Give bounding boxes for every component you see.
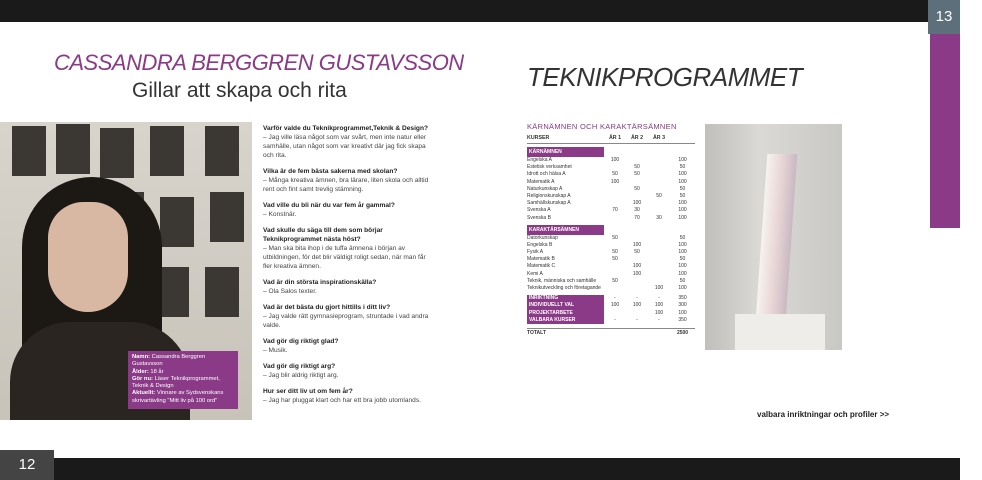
table-row: VALBARA KURSER - - - 350 (529, 316, 687, 323)
section-karnamnen: KÄRNÄMNEN (527, 147, 695, 157)
answer: – Musik. (263, 347, 288, 354)
total-row: TOTALT 2500 (527, 328, 695, 338)
bottom-bar (0, 458, 960, 480)
table-row: PROJEKTARBETE 100 100 (529, 309, 687, 316)
table-row: Engelska A 100 100 (527, 157, 687, 163)
page-number-left: 12 (0, 450, 54, 480)
table-row: Religionskunskap A 50 50 (527, 192, 686, 199)
table-row: INRIKTNING - - - 350 (529, 295, 687, 302)
course-table (527, 134, 695, 338)
table-row: Engelska B 100 100 (527, 241, 687, 248)
table-row: Fysik A 50 50 100 (527, 249, 687, 256)
answer: – Jag blir aldrig riktigt arg. (263, 372, 339, 379)
question: Vad är din största inspirationskälla? (263, 279, 377, 286)
profiles-link[interactable]: valbara inriktningar och profiler >> (757, 410, 890, 419)
table-row: Estetisk verksamhet 50 50 (527, 164, 686, 171)
table-row: INDIVIDUELLT VAL 100 100 100 300 (529, 302, 687, 309)
question: Vad skulle du säga till dem som börjar Teknikprogrammet nästa höst? (263, 227, 383, 243)
top-bar (0, 0, 960, 22)
question: Vad gör dig riktigt arg? (263, 363, 336, 370)
table-row: Datorkunskap 50 50 (527, 234, 686, 241)
question: Varför valde du Teknikprogrammet,Teknik & Design? (263, 125, 429, 132)
student-subtitle: Gillar att skapa och rita (132, 79, 347, 102)
table-row: Matematik A 100 100 (527, 178, 687, 185)
answer: – Konstnär. (263, 211, 297, 218)
table-header-row: KURSER ÅR 1 ÅR 2 ÅR 3 (527, 134, 695, 144)
table-row: Idrott och hälsa A 50 50 100 (527, 171, 687, 178)
section-karaktarsamnen: KARAKTÄRSÄMNEN (527, 225, 695, 235)
answer: – Jag ville läsa något som var svårt, men inte natur eller samhälle, utan något som var kreativt där jag fick skapa och rita. (263, 134, 427, 159)
question: Vilka är de fem bästa sakerna med skolan? (263, 168, 398, 175)
table-heading: KÄRNÄMNEN OCH KARAKTÄRSÄMNEN (527, 122, 677, 131)
table-row: Matematik C 100 100 (527, 263, 687, 270)
table-row: Naturkunskap A 50 50 (527, 185, 686, 192)
question: Vad ville du bli när du var fem år gammal? (263, 202, 395, 209)
question: Vad är det bästa du gjort hittills i ditt liv? (263, 304, 391, 311)
answer: – Jag har pluggat klart och har ett bra jobb utomlands. (263, 397, 421, 404)
answer: – Jag valde rätt gymnasieprogram, struntade i vad andra valde. (263, 313, 429, 329)
interview-qa (263, 124, 435, 405)
table-row: Teknik, människa och samhälle 50 50 (527, 277, 686, 284)
answer: – Ola Salos texter. (263, 288, 317, 295)
table-row: Svenska B 70 30 100 (527, 214, 687, 221)
sculpture-photo (705, 124, 842, 350)
sidebar-label: POÄNGPLAN, TEKNIKPROGRAMMET (930, 34, 960, 228)
student-name: CASSANDRA BERGGREN GUSTAVSSON (54, 50, 464, 75)
student-infobox: Namn: Cassandra Berggren Gustavsson Ålder: 18 år Gör nu: Läser Teknikprogrammet, Teknik & Design Aktuellt: Vinnare av Sydsvenskans skrivartävling "Mitt liv på 100 ord" (128, 351, 238, 409)
table-row: Kemi A 100 100 (527, 270, 687, 277)
table-row: Matematik B 50 50 (527, 256, 686, 263)
table-row: Svenska A 70 30 100 (527, 207, 687, 214)
question: Vad gör dig riktigt glad? (263, 338, 339, 345)
question: Hur ser ditt liv ut om fem år? (263, 388, 353, 395)
answer: – Man ska bita ihop i de tuffa ämnena i början av utbildningen, för det blir väldigt roligt sedan, när man får fler kreativa ämnen. (263, 245, 426, 270)
program-title: TEKNIKPROGRAMMET (527, 62, 803, 92)
table-row: Samhällskunskap A 100 100 (527, 200, 687, 207)
table-row: Teknikutveckling och företagande 100 100 (527, 285, 687, 291)
answer: – Många kreativa ämnen, bra lärare, liten skola och alltid rent och fint samt trevlig stämning. (263, 177, 429, 193)
page-number-right: 13 (928, 0, 960, 34)
